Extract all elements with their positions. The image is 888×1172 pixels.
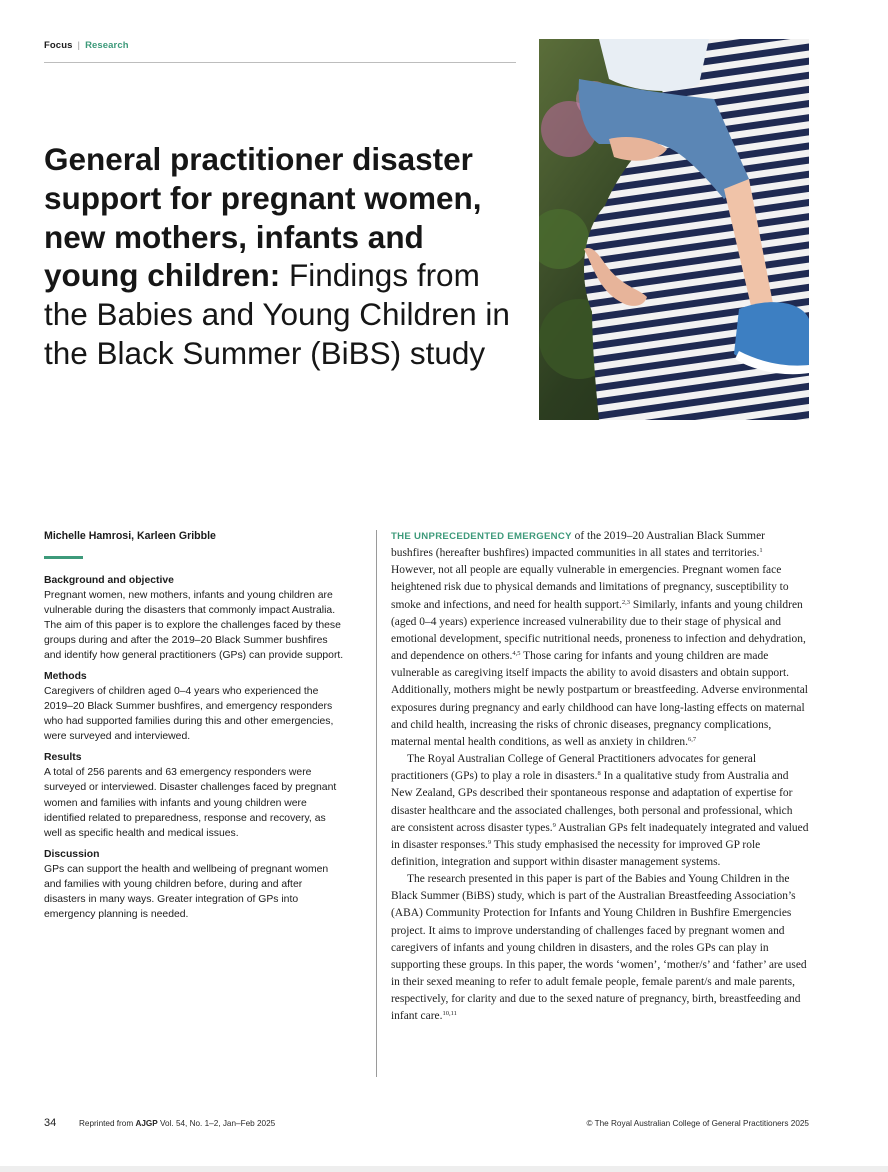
text-run: In a qualitative study from Australia and New Zealand, GPs described their spontaneous response and adaptation of expertise for disaster healthcare and the associated challenges, both personal and professional, which are consistent across disaster types. [391, 770, 793, 834]
subsection-name: Research [85, 40, 129, 51]
section-name: Focus [44, 40, 73, 51]
citation: 6,7 [687, 735, 697, 743]
text-run: Those caring for infants and young children are made vulnerable as caregiving itself impacts the ability to avoid disasters and obtain support. Additionally, mothers might be newly postpartum or breastfeeding. Adverse environmental exposures during pregnancy and early childhood can have long-lasting effects on maternal and child health, increasing the risks of chronic diseases, pregnancy complications, maternal mental health conditions, as well as anxiety in children. [391, 650, 808, 748]
header-divider [44, 62, 516, 63]
citation: 10,11 [442, 1010, 457, 1018]
article-photo [539, 39, 809, 420]
citation: 1 [759, 547, 763, 555]
citation: 2,3 [621, 598, 631, 606]
methods-text: Caregivers of children aged 0–4 years who experienced the 2019–20 Black Summer bushfires, and emergency responders who had supported families during this and other emergencies, were surveyed and interviewed. [44, 686, 334, 743]
reprint-reference [79, 1119, 275, 1128]
citation: 4,5 [512, 650, 521, 658]
article-title [44, 140, 514, 373]
reprint-volume: Vol. 54, No. 1–2, Jan–Feb 2025 [157, 1119, 276, 1128]
pregnant-woman-carrying-child-photo [539, 39, 809, 420]
text-run: Australian GPs felt inadequately integrated and valued in disaster responses. [391, 821, 809, 851]
page-number: 34 [44, 1117, 57, 1129]
abstract-discussion [44, 847, 344, 922]
paragraph [391, 751, 809, 871]
page-bottom-edge [0, 1166, 888, 1172]
text-run: However, not all people are equally vulnerable in emergencies. Pregnant women face heightened risk due to physical demands and limitations of pregnancy, susceptibility to smoke and infections, and need for health support. [391, 564, 789, 611]
lead-in: THE UNPRECEDENTED EMERGENCY [391, 531, 572, 542]
authors: Michelle Hamrosi, Karleen Gribble [44, 530, 216, 542]
body-text [391, 528, 809, 1026]
author-accent-rule [44, 556, 83, 559]
copyright: © The Royal Australian College of General Practitioners 2025 [586, 1119, 809, 1128]
citation: 9 [552, 821, 556, 829]
abstract-methods [44, 669, 344, 744]
title-main: General practitioner disaster support for pregnant women, new mothers, infants and young children: [44, 141, 482, 294]
text-run: Similarly, infants and young children (aged 0–4 years) experience increased vulnerability due to their stage of physical and emotional development, specific nutritional needs, proneness to infection and dehydration, and dependence on others. [391, 598, 806, 663]
citation: 8 [597, 770, 601, 778]
paragraph [391, 871, 809, 1025]
journal-name: AJGP [135, 1119, 158, 1128]
section-separator: | [77, 40, 81, 51]
discussion-text: GPs can support the health and wellbeing of pregnant women and families with young children before, during and after disasters in many ways. Greater integration of GPs into emergency planning is needed. [44, 863, 329, 920]
background-text: Pregnant women, new mothers, infants and young children are vulnerable during the disasters that commonly impact Australia. The aim of this paper is to explore the challenges faced by these groups during and after the 2019–20 Black Summer bushfires and identify how general practitioners (GPs) can provide support. [44, 590, 344, 662]
text-run: of the 2019–20 Australian Black Summer bushfires (hereafter bushfires) impacted communities in all states and territories. [391, 530, 765, 560]
text-run: The Royal Australian College of General Practitioners advocates for general practitioners (GPs) to play a role in disasters. [391, 753, 757, 783]
column-divider [376, 530, 377, 1077]
section-label [44, 40, 129, 51]
methods-heading: Methods [44, 671, 87, 683]
results-heading: Results [44, 752, 82, 764]
abstract-background [44, 573, 344, 663]
title-subtitle: Findings from the Babies and Young Children in the Black Summer (BiBS) study [44, 257, 510, 371]
abstract [44, 573, 344, 928]
abstract-results [44, 750, 344, 840]
discussion-heading: Discussion [44, 848, 100, 860]
citation: 9 [487, 838, 492, 846]
background-heading: Background and objective [44, 575, 174, 586]
text-run: This study emphasised the necessity for improved GP role definition, integration and support within disaster management systems. [391, 838, 761, 868]
text-run: The research presented in this paper is part of the Babies and Young Children in the Black Summer (BiBS) study, which is part of the Australian Breastfeeding Association’s (ABA) Community Protection for Infants and Young Children in Bushfire Emergencies project. It aims to improve understanding of challenges faced by pregnant women and caregivers of infants and young children in disasters, and the roles GPs can play in supporting these groups. In this paper, the words ‘women’, ‘mother/s’ and ‘father’ are used in their sexed meaning to refer to adult female people, female parent/s and male parents, respectively, for clarity and due to the sexed nature of pregnancy, birth, breastfeeding and infant care. [391, 873, 807, 1023]
reprint-prefix: Reprinted from [79, 1119, 136, 1128]
results-text: A total of 256 parents and 63 emergency responders were surveyed or interviewed. Disaster challenges faced by pregnant women and families with infants and young children were identified related to preparedness, response and recovery, as well as specific health and medical issues. [44, 767, 337, 839]
paragraph [391, 528, 809, 751]
